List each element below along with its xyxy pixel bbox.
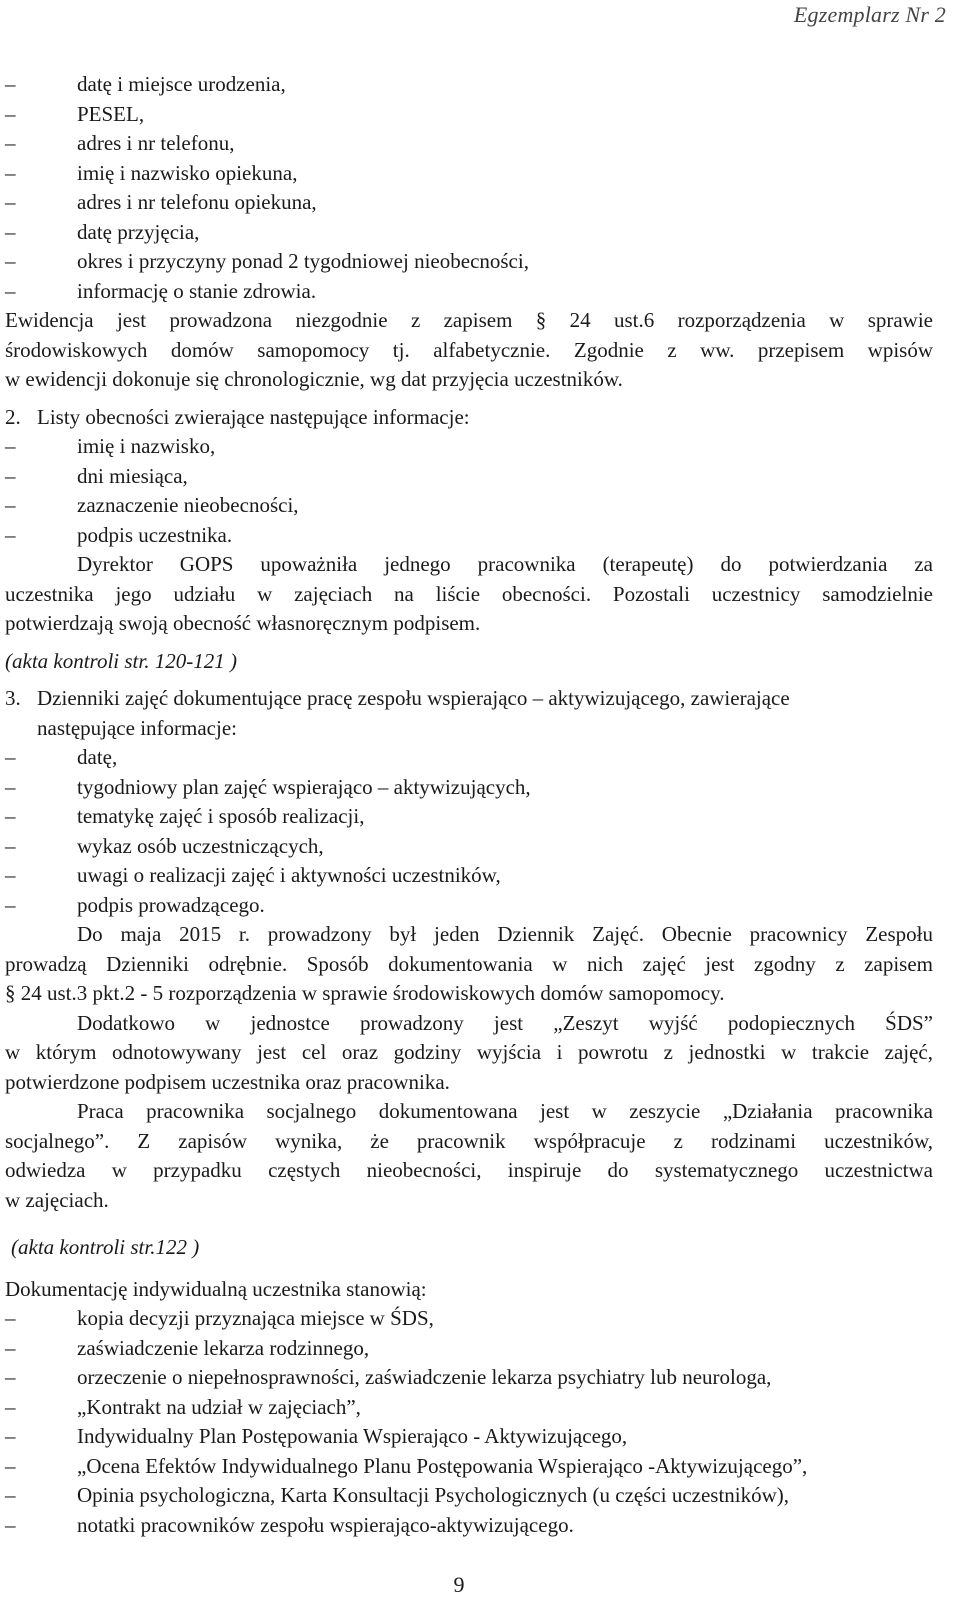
list-item: – uwagi o realizacji zajęć i aktywności uczestników, bbox=[5, 861, 933, 891]
copy-label: Egzemplarz Nr 2 bbox=[793, 2, 946, 27]
list-item: – adres i nr telefonu opiekuna, bbox=[5, 188, 933, 218]
list-item: – kopia decyzji przyznająca miejsce w ŚDS, bbox=[5, 1304, 933, 1334]
list-item: – datę i miejsce urodzenia, bbox=[5, 70, 933, 100]
paragraph-line: potwierdzone podpisem uczestnika oraz pracownika. bbox=[5, 1069, 450, 1094]
list-item: – zaznaczenie nieobecności, bbox=[5, 491, 933, 521]
list-item: – „Kontrakt na udział w zajęciach”, bbox=[5, 1393, 933, 1423]
section-title: Dokumentację indywidualną uczestnika stanowią: bbox=[5, 1276, 427, 1301]
list-item: – imię i nazwisko, bbox=[5, 432, 933, 462]
section-title-cont: następujące informacje: bbox=[37, 715, 237, 740]
section-heading bbox=[5, 684, 933, 714]
paragraph-line: potwierdzają swoją obecność własnoręcznym podpisem. bbox=[5, 611, 481, 635]
list-item: – dni miesiąca, bbox=[5, 462, 933, 492]
list-item: – zaświadczenie lekarza rodzinnego, bbox=[5, 1334, 933, 1364]
list-item: – orzeczenie o niepełnosprawności, zaświadczenie lekarza psychiatry lub neurologa, bbox=[5, 1363, 933, 1393]
list-item: – datę, bbox=[5, 743, 933, 773]
section-number: 2. bbox=[5, 404, 21, 429]
section-heading bbox=[5, 403, 933, 433]
list-item: – Opinia psychologiczna, Karta Konsultacji Psychologicznych (u części uczestników), bbox=[5, 1481, 933, 1511]
list-item: – podpis prowadzącego. bbox=[5, 891, 933, 921]
list-item: – podpis uczestnika. bbox=[5, 521, 933, 551]
paragraph-line: odwiedza w przypadku częstych nieobecności, inspiruje do systematycznego uczestnictwa bbox=[5, 1158, 933, 1182]
paragraph-ewidencja bbox=[5, 306, 933, 395]
list-item: – okres i przyczyny ponad 2 tygodniowej nieobecności, bbox=[5, 247, 933, 277]
paragraph-line: w zajęciach. bbox=[5, 1187, 109, 1212]
paragraph-line: w którym odnotowywany jest cel oraz godziny wyjścia i powrotu z jednostki w trakcie zajęć, bbox=[5, 1040, 933, 1064]
paragraph-line: Ewidencja jest prowadzona niezgodnie z zapisem § 24 ust.6 rozporządzenia w sprawie bbox=[5, 308, 933, 332]
paragraph-line: w ewidencji dokonuje się chronologicznie, wg dat przyjęcia uczestników. bbox=[5, 367, 623, 391]
reference-note: (akta kontroli str.122 ) bbox=[11, 1235, 200, 1259]
list-item: – imię i nazwisko opiekuna, bbox=[5, 159, 933, 189]
paragraph-line: Do maja 2015 r. prowadzony był jeden Dziennik Zajęć. Obecnie pracownicy Zespołu bbox=[77, 922, 933, 946]
document-body bbox=[5, 70, 933, 1540]
section-3 bbox=[5, 684, 933, 1263]
paragraph-line: Praca pracownika socjalnego dokumentowana jest w zeszycie „Działania pracownika bbox=[77, 1099, 933, 1123]
list-item: – tygodniowy plan zajęć wspierająco – aktywizujących, bbox=[5, 773, 933, 803]
section-title: Dzienniki zajęć dokumentujące pracę zespołu wspierająco – aktywizującego, zawierające bbox=[37, 686, 790, 710]
list-item: – wykaz osób uczestniczących, bbox=[5, 832, 933, 862]
list-item: – notatki pracowników zespołu wspierająco-aktywizującego. bbox=[5, 1511, 933, 1541]
list-item: – PESEL, bbox=[5, 100, 933, 130]
list-item: – datę przyjęcia, bbox=[5, 218, 933, 248]
paragraph-line: uczestnika jego udziału w zajęciach na liście obecności. Pozostali uczestnicy samodzielnie bbox=[5, 581, 933, 606]
list-item: – Indywidualny Plan Postępowania Wspierająco - Aktywizującego, bbox=[5, 1422, 933, 1452]
personal-data-list bbox=[5, 70, 933, 306]
list-item: – tematykę zajęć i sposób realizacji, bbox=[5, 802, 933, 832]
paragraph-line: Dodatkowo w jednostce prowadzony jest „Zeszyt wyjść podopiecznych ŚDS” bbox=[77, 1010, 933, 1035]
section-2 bbox=[5, 403, 933, 677]
documentation-section bbox=[5, 1275, 933, 1541]
paragraph-line: prowadzą Dzienniki odrębnie. Sposób dokumentowania w nich zajęć jest zgodny z zapisem bbox=[5, 951, 933, 976]
reference-note: (akta kontroli str. 120-121 ) bbox=[5, 648, 237, 673]
section-number: 3. bbox=[5, 686, 21, 710]
page-number: 9 bbox=[453, 1572, 465, 1597]
paragraph-line: Dyrektor GOPS upoważniła jednego pracownika (terapeutę) do potwierdzania za bbox=[77, 552, 933, 576]
list-item: – informację o stanie zdrowia. bbox=[5, 277, 933, 307]
list-item: – adres i nr telefonu, bbox=[5, 129, 933, 159]
section-title: Listy obecności zwierające następujące informacje: bbox=[37, 404, 470, 429]
paragraph-line: § 24 ust.3 pkt.2 - 5 rozporządzenia w sprawie środowiskowych domów samopomocy. bbox=[5, 981, 725, 1005]
list-item: – „Ocena Efektów Indywidualnego Planu Postępowania Wspierająco -Aktywizującego”, bbox=[5, 1452, 933, 1482]
paragraph-line: socjalnego”. Z zapisów wynika, że pracownik współpracuje z rodzinami uczestników, bbox=[5, 1128, 933, 1153]
paragraph-line: środowiskowych domów samopomocy tj. alfabetycznie. Zgodnie z ww. przepisem wpisów bbox=[5, 337, 933, 362]
